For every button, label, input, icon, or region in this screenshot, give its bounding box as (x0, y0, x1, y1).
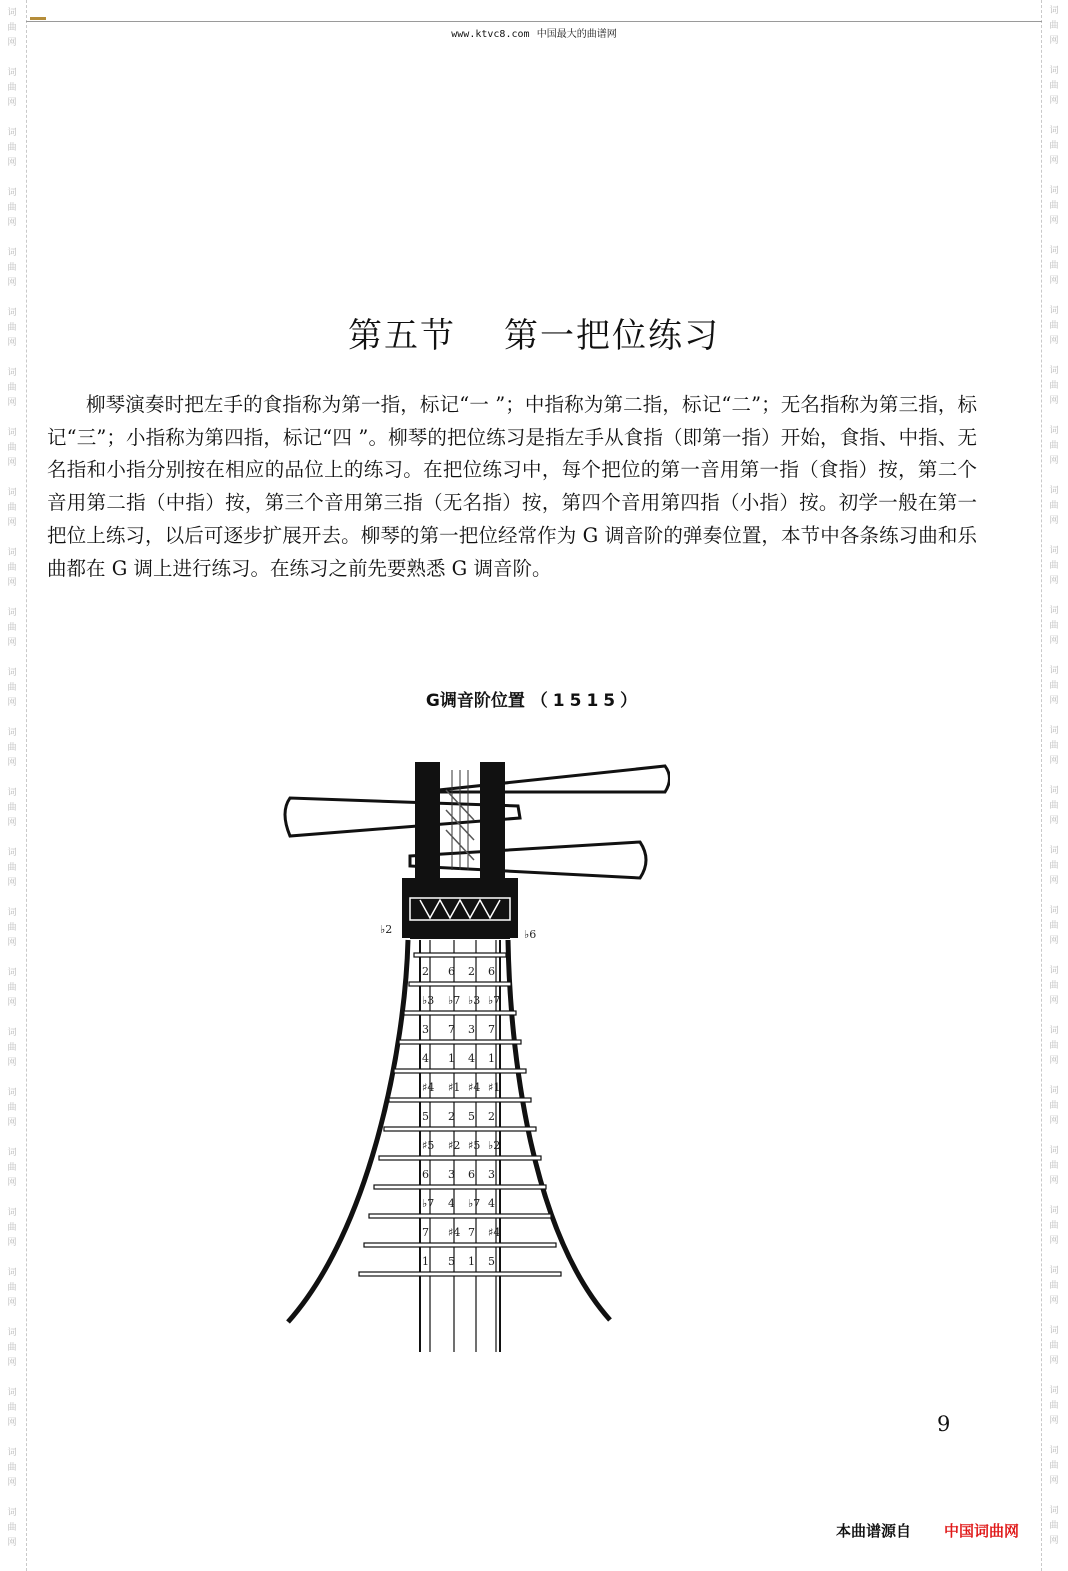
side-watermark-char: 曲 (7, 143, 17, 153)
side-watermark (1046, 1444, 1062, 1489)
side-watermark-char: 曲 (1049, 321, 1059, 331)
side-watermark-char: 曲 (1049, 501, 1059, 511)
side-watermark-char: 曲 (1049, 621, 1059, 631)
side-watermark-char: 词 (7, 548, 17, 558)
side-watermark-char: 词 (7, 1328, 17, 1338)
side-watermark-char: 曲 (1049, 561, 1059, 571)
side-watermark-char: 词 (1049, 1206, 1059, 1216)
side-watermark-char: 词 (1049, 966, 1059, 976)
side-watermark-char: 曲 (1049, 981, 1059, 991)
side-watermark-char: 词 (7, 1388, 17, 1398)
figure-caption-notes: （1515） (530, 691, 643, 711)
fret-note: ♭3 (468, 994, 481, 1007)
section-number: 第五节 (348, 316, 456, 356)
tuning-peg (410, 842, 646, 878)
side-watermark-char: 词 (7, 728, 17, 738)
side-watermark-char: 网 (7, 578, 17, 588)
page-header (0, 25, 1068, 40)
side-watermark (1046, 484, 1062, 529)
side-watermark (1046, 64, 1062, 109)
side-watermark-char: 网 (7, 398, 17, 408)
fret-note: 4 (488, 1197, 495, 1210)
fret-note: 7 (422, 1226, 429, 1239)
fret-note: ♯4 (488, 1226, 501, 1239)
fret-note: 7 (448, 1023, 455, 1036)
section-title (0, 308, 1068, 357)
side-watermark-char: 曲 (7, 1463, 17, 1473)
fret-note: 5 (422, 1110, 429, 1123)
side-watermark-char: 词 (7, 8, 17, 18)
side-watermark-char: 词 (1049, 1086, 1059, 1096)
side-watermark-char: 词 (7, 908, 17, 918)
headstock (415, 762, 505, 880)
side-watermark-char: 网 (7, 1358, 17, 1368)
side-watermark (1046, 1204, 1062, 1249)
fret-note: 2 (488, 1110, 495, 1123)
side-watermark-char: 曲 (1049, 861, 1059, 871)
side-watermark-char: 曲 (7, 1223, 17, 1233)
side-watermark-char: 网 (1049, 996, 1059, 1006)
side-watermark-char: 网 (1049, 936, 1059, 946)
side-watermark (4, 906, 20, 951)
side-watermark-char: 曲 (1049, 81, 1059, 91)
side-watermark (4, 606, 20, 651)
side-watermark-char: 词 (1049, 186, 1059, 196)
side-watermark (4, 126, 20, 171)
side-watermark-char: 网 (7, 158, 17, 168)
side-watermark (1046, 844, 1062, 889)
side-watermark-char: 曲 (1049, 1161, 1059, 1171)
side-watermark (4, 1026, 20, 1071)
side-watermark-char: 曲 (7, 503, 17, 513)
fret-bar (374, 1185, 546, 1189)
side-watermark-char: 词 (1049, 306, 1059, 316)
fret-note: ♭7 (488, 994, 501, 1007)
side-watermark-char: 词 (7, 128, 17, 138)
side-watermark-char: 词 (7, 848, 17, 858)
side-watermark-char: 网 (1049, 1176, 1059, 1186)
side-watermark-char: 曲 (7, 863, 17, 873)
fret-note: 4 (468, 1052, 475, 1065)
fret-note: 5 (448, 1255, 455, 1268)
fret-note: 6 (448, 965, 455, 978)
side-watermark (4, 546, 20, 591)
side-watermark (4, 1266, 20, 1311)
side-watermark-char: 曲 (1049, 801, 1059, 811)
side-watermark (1046, 364, 1062, 409)
side-watermark-char: 词 (1049, 1266, 1059, 1276)
fret-bar (359, 1272, 561, 1276)
side-watermark-char: 网 (1049, 1116, 1059, 1126)
side-watermark (1046, 784, 1062, 829)
side-watermark-char: 网 (1049, 156, 1059, 166)
nut-block (402, 878, 518, 938)
side-watermark-char: 曲 (1049, 261, 1059, 271)
side-watermark-char: 词 (7, 308, 17, 318)
side-watermark-char: 网 (1049, 1296, 1059, 1306)
side-watermark-char: 曲 (1049, 1341, 1059, 1351)
fret-bar (384, 1127, 536, 1131)
side-watermark-char: 曲 (7, 983, 17, 993)
side-watermark-char: 网 (7, 1478, 17, 1488)
side-watermark-char: 词 (7, 188, 17, 198)
fret-bar (399, 1040, 521, 1044)
side-watermark-char: 曲 (1049, 1221, 1059, 1231)
side-watermark-char: 网 (7, 278, 17, 288)
fret-bar (409, 982, 511, 986)
side-watermark-char: 曲 (1049, 1461, 1059, 1471)
header-tagline: 中国最大的曲谱网 (536, 29, 617, 40)
side-watermark-char: 曲 (7, 443, 17, 453)
side-watermark-char: 词 (1049, 66, 1059, 76)
side-watermark-char: 网 (1049, 396, 1059, 406)
side-watermark (1046, 604, 1062, 649)
side-watermark (4, 366, 20, 411)
side-watermark-char: 曲 (7, 1163, 17, 1173)
side-watermark-char: 曲 (1049, 141, 1059, 151)
side-watermark-char: 网 (1049, 276, 1059, 286)
side-watermark-char: 词 (7, 1208, 17, 1218)
side-watermark-char: 曲 (7, 263, 17, 273)
side-watermark (4, 1146, 20, 1191)
side-watermark (1046, 424, 1062, 469)
fret-note: ♭2 (488, 1139, 501, 1152)
side-watermark-char: 网 (7, 1178, 17, 1188)
side-watermark-char: 网 (7, 1058, 17, 1068)
tuning-peg (420, 766, 670, 792)
side-watermark-char: 词 (7, 488, 17, 498)
side-watermark-char: 网 (1049, 36, 1059, 46)
fret-note: ♯4 (448, 1226, 461, 1239)
side-watermark-char: 词 (1049, 6, 1059, 16)
fret-note: 1 (448, 1052, 455, 1065)
side-watermark (1046, 1084, 1062, 1129)
page-number: 9 (937, 1412, 951, 1436)
body-paragraph: 柳琴演奏时把左手的食指称为第一指，标记“一 ”；中指称为第二指，标记“二”；无名指称为第三指，标记“三”；小指称为第四指，标记“四 ”。柳琴的把位练习是指左手从食指（即第一指）开始，食指、中指、无名指和小指分别按在相应的品位上的练习。在把位练习中，每个把位的第一音用第一指（食指）按，第二个音用第二指（中指）按，第三个音用第三指（无名指）按，第四个音用第四指（小指）按。初学一般在第一把位上练习，以后可逐步扩展开去。柳琴的第一把位经常作为 G 调音阶的弹奏位置，本节中各条练习曲和乐曲都在 G 调上进行练习。在练习之前先要熟悉 G 调音阶。 (47, 393, 977, 580)
side-watermark-char: 曲 (7, 203, 17, 213)
side-watermark-char: 曲 (1049, 1401, 1059, 1411)
footer-source-label: 本曲谱源自 (836, 1522, 912, 1540)
fret-note: ♭7 (448, 994, 461, 1007)
fret-note: 5 (488, 1255, 495, 1268)
liuqin-fingerboard-diagram (270, 750, 670, 1360)
side-watermark-char: 词 (7, 428, 17, 438)
side-watermark-char: 曲 (1049, 921, 1059, 931)
fret-note: ♯5 (422, 1139, 435, 1152)
fret-note: ♭7 (422, 1197, 435, 1210)
side-watermark (1046, 1324, 1062, 1369)
side-watermark-char: 词 (7, 1268, 17, 1278)
side-watermark-char: 网 (7, 1298, 17, 1308)
fret-note: 3 (488, 1168, 495, 1181)
figure-caption (0, 686, 1068, 711)
side-watermark-char: 网 (7, 878, 17, 888)
side-watermark-char: 曲 (1049, 1101, 1059, 1111)
fret-note: 4 (448, 1197, 455, 1210)
side-watermark-char: 网 (1049, 96, 1059, 106)
fret-note: 7 (488, 1023, 495, 1036)
side-watermark-char: 曲 (7, 1283, 17, 1293)
side-watermark-char: 曲 (1049, 1281, 1059, 1291)
side-watermark-char: 网 (1049, 336, 1059, 346)
fret-bar (404, 1011, 516, 1015)
fret-bar (379, 1156, 541, 1160)
side-watermark-char: 网 (7, 98, 17, 108)
fret-bar (394, 1069, 526, 1073)
side-watermark-char: 曲 (7, 383, 17, 393)
side-watermark-char: 网 (1049, 576, 1059, 586)
side-watermark (1046, 904, 1062, 949)
side-watermark-char: 词 (7, 788, 17, 798)
side-watermark-char: 曲 (1049, 1041, 1059, 1051)
side-watermark-char: 曲 (1049, 441, 1059, 451)
side-watermark (4, 1086, 20, 1131)
side-watermark-char: 词 (7, 968, 17, 978)
side-watermark-char: 词 (1049, 1146, 1059, 1156)
fret-note: 6 (468, 1168, 475, 1181)
side-watermark-char: 网 (1049, 1536, 1059, 1546)
side-watermark-char: 网 (7, 1418, 17, 1428)
side-watermark-char: 网 (1049, 1056, 1059, 1066)
side-watermark-char: 词 (1049, 486, 1059, 496)
side-watermark-char: 曲 (7, 1523, 17, 1533)
side-watermark-char: 网 (7, 1118, 17, 1128)
side-watermark (1046, 244, 1062, 289)
side-watermark (4, 726, 20, 771)
side-watermark-char: 曲 (7, 23, 17, 33)
side-watermark-char: 词 (1049, 906, 1059, 916)
side-watermark-char: 曲 (7, 683, 17, 693)
side-watermark-char: 曲 (1049, 741, 1059, 751)
fret-note: ♭3 (422, 994, 435, 1007)
side-watermark (4, 186, 20, 231)
header-url[interactable]: www.ktvc8.com (451, 29, 530, 40)
side-watermark-char: 词 (7, 668, 17, 678)
fret-note: 1 (468, 1255, 475, 1268)
side-watermark-char: 词 (7, 1508, 17, 1518)
side-watermark-char: 网 (1049, 636, 1059, 646)
side-watermark-char: 曲 (7, 1403, 17, 1413)
side-watermark (4, 66, 20, 111)
side-watermark (4, 1326, 20, 1371)
side-watermark (4, 1446, 20, 1491)
side-watermark-char: 词 (1049, 426, 1059, 436)
side-watermark-char: 词 (1049, 246, 1059, 256)
side-watermark-char: 曲 (7, 1343, 17, 1353)
side-watermark-char: 词 (7, 68, 17, 78)
side-watermark-char: 网 (1049, 756, 1059, 766)
side-watermark-char: 词 (1049, 366, 1059, 376)
side-watermark-char: 曲 (1049, 1521, 1059, 1531)
side-watermark-char: 网 (1049, 1416, 1059, 1426)
strings (430, 940, 496, 1352)
side-watermark (1046, 1264, 1062, 1309)
section-heading: 第一把位练习 (504, 316, 720, 356)
fret-note: 2 (448, 1110, 455, 1123)
side-watermark-char: 曲 (1049, 381, 1059, 391)
side-watermark (4, 786, 20, 831)
side-watermark-char: 网 (7, 938, 17, 948)
side-watermark-char: 词 (1049, 1026, 1059, 1036)
side-watermark-char: 网 (1049, 516, 1059, 526)
side-watermark-char: 词 (7, 1088, 17, 1098)
footer-site-name[interactable]: 中国词曲网 (944, 1522, 1020, 1540)
side-watermark-char: 网 (1049, 1476, 1059, 1486)
right-watermark-strip (1041, 0, 1068, 1571)
side-watermark-char: 网 (1049, 456, 1059, 466)
fret-note: 7 (468, 1226, 475, 1239)
fret-bar (389, 1098, 531, 1102)
side-watermark-char: 网 (7, 1538, 17, 1548)
side-watermark-char: 曲 (7, 83, 17, 93)
side-watermark-char: 曲 (7, 923, 17, 933)
fret-note: ♯4 (468, 1081, 481, 1094)
side-watermark-char: 曲 (1049, 21, 1059, 31)
side-watermark-char: 词 (1049, 726, 1059, 736)
side-watermark-char: 词 (1049, 1506, 1059, 1516)
side-watermark-char: 网 (7, 218, 17, 228)
side-watermark-char: 词 (1049, 126, 1059, 136)
fret-note: 6 (488, 965, 495, 978)
side-watermark (4, 246, 20, 291)
side-watermark (4, 486, 20, 531)
side-watermark-char: 网 (7, 38, 17, 48)
side-watermark-char: 词 (1049, 786, 1059, 796)
fret-note: 5 (468, 1110, 475, 1123)
side-watermark-char: 曲 (7, 1043, 17, 1053)
side-watermark-char: 网 (1049, 816, 1059, 826)
fret-note: ♭7 (468, 1197, 481, 1210)
nut-left-label: ♭2 (380, 923, 393, 936)
side-watermark (4, 426, 20, 471)
side-watermark-char: 网 (7, 758, 17, 768)
figure-caption-title: G调音阶位置 (425, 691, 525, 711)
fret-bar (414, 953, 506, 957)
side-watermark-char: 网 (7, 518, 17, 528)
side-watermark (1046, 1384, 1062, 1429)
side-watermark-char: 词 (7, 1028, 17, 1038)
fret-note: ♯1 (488, 1081, 501, 1094)
side-watermark-char: 网 (7, 698, 17, 708)
header-corner-mark (30, 17, 46, 20)
side-watermark-char: 网 (1049, 1356, 1059, 1366)
fret-note: 1 (422, 1255, 429, 1268)
fret-note: 6 (422, 1168, 429, 1181)
fret-bar (364, 1243, 556, 1247)
side-watermark (1046, 184, 1062, 229)
fret-note: 3 (422, 1023, 429, 1036)
side-watermark-char: 词 (1049, 1386, 1059, 1396)
nut-right-label: ♭6 (524, 928, 537, 941)
side-watermark-char: 网 (7, 638, 17, 648)
fret-note: 2 (422, 965, 429, 978)
side-watermark (4, 1506, 20, 1551)
fret-note: 1 (488, 1052, 495, 1065)
fret-note: ♯2 (448, 1139, 461, 1152)
side-watermark-char: 网 (7, 998, 17, 1008)
side-watermark-char: 网 (7, 1238, 17, 1248)
side-watermark-char: 网 (7, 338, 17, 348)
side-watermark (1046, 1024, 1062, 1069)
side-watermark-char: 网 (1049, 1236, 1059, 1246)
fret-note: 4 (422, 1052, 429, 1065)
side-watermark-char: 词 (1049, 606, 1059, 616)
side-watermark-char: 曲 (1049, 201, 1059, 211)
fret-note: ♯1 (448, 1081, 461, 1094)
side-watermark (1046, 1144, 1062, 1189)
side-watermark-char: 曲 (7, 803, 17, 813)
side-watermark-char: 词 (7, 248, 17, 258)
fret-note: 2 (468, 965, 475, 978)
side-watermark (4, 966, 20, 1011)
side-watermark-char: 词 (7, 1148, 17, 1158)
side-watermark-char: 网 (1049, 216, 1059, 226)
side-watermark (1046, 124, 1062, 169)
tuning-pegs (285, 766, 670, 878)
side-watermark (1046, 724, 1062, 769)
side-watermark-char: 词 (1049, 1446, 1059, 1456)
side-watermark-char: 词 (7, 1448, 17, 1458)
side-watermark-char: 词 (1049, 546, 1059, 556)
fret-note: 3 (448, 1168, 455, 1181)
side-watermark-char: 曲 (7, 623, 17, 633)
fret-note: ♯5 (468, 1139, 481, 1152)
fret-note: ♯4 (422, 1081, 435, 1094)
fret-note: 3 (468, 1023, 475, 1036)
side-watermark-char: 网 (1049, 696, 1059, 706)
fret-bar (369, 1214, 551, 1218)
side-watermark-char: 词 (1049, 666, 1059, 676)
side-watermark-char: 曲 (1049, 681, 1059, 691)
side-watermark-char: 曲 (7, 743, 17, 753)
side-watermark-char: 词 (7, 368, 17, 378)
side-watermark-char: 网 (7, 458, 17, 468)
header-rule (26, 21, 1042, 22)
side-watermark-char: 词 (7, 608, 17, 618)
side-watermark-char: 网 (7, 818, 17, 828)
side-watermark-char: 词 (1049, 846, 1059, 856)
side-watermark (1046, 544, 1062, 589)
side-watermark-char: 曲 (7, 323, 17, 333)
side-watermark-char: 词 (1049, 1326, 1059, 1336)
side-watermark (1046, 1504, 1062, 1549)
side-watermark (4, 846, 20, 891)
side-watermark (1046, 964, 1062, 1009)
side-watermark (4, 1386, 20, 1431)
left-watermark-strip (0, 0, 27, 1571)
side-watermark-char: 曲 (7, 1103, 17, 1113)
side-watermark-char: 曲 (7, 563, 17, 573)
side-watermark-char: 网 (1049, 876, 1059, 886)
side-watermark (4, 1206, 20, 1251)
